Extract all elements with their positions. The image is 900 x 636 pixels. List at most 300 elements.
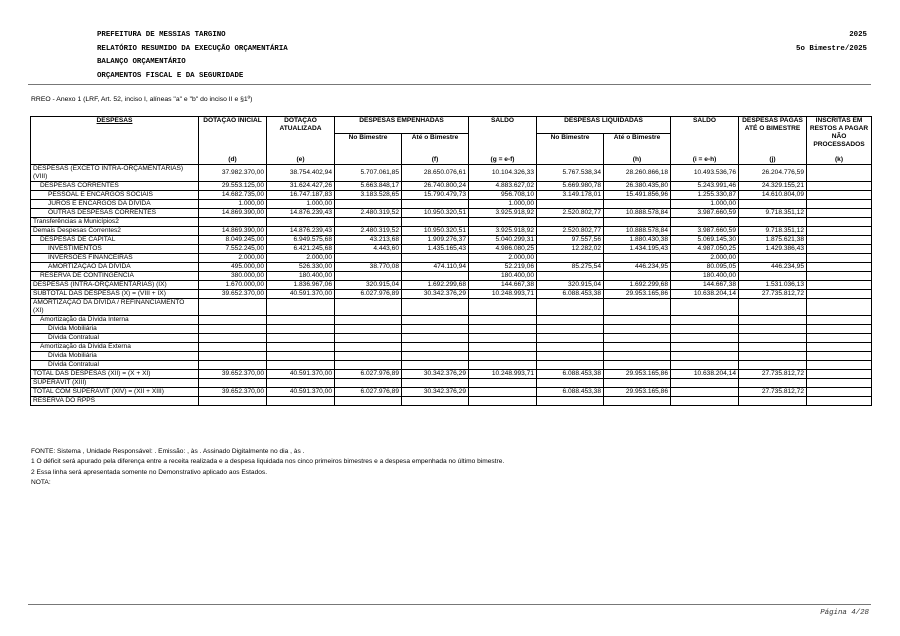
value-cell	[402, 253, 469, 262]
value-cell	[402, 396, 469, 405]
table-row	[31, 360, 872, 369]
value-cell	[199, 378, 267, 387]
value-cell	[807, 387, 872, 396]
value-cell: 28.260.866,18	[604, 164, 671, 181]
header-divider	[28, 84, 871, 85]
value-cell	[199, 298, 267, 315]
code-cell: (f)	[402, 149, 469, 164]
value-cell	[807, 360, 872, 369]
value-cell: 16.747.187,83	[267, 190, 335, 199]
table-row	[31, 289, 872, 298]
header-inscritas: INSCRITAS EM RESTOS A PAGAR NÃO PROCESSADOS	[807, 117, 872, 150]
value-cell	[604, 199, 671, 208]
value-cell: 3.987.660,59	[671, 208, 739, 217]
value-cell: 29.553.125,00	[199, 181, 267, 190]
value-cell: 9.718.351,12	[739, 208, 807, 217]
value-cell: 30.342.376,29	[402, 387, 469, 396]
value-cell: 31.624.427,26	[267, 181, 335, 190]
value-cell: 6.027.976,89	[335, 387, 402, 396]
value-cell: 40.591.370,00	[267, 387, 335, 396]
value-cell	[469, 396, 537, 405]
table-row	[31, 244, 872, 253]
value-cell	[402, 199, 469, 208]
value-cell	[604, 396, 671, 405]
value-cell	[267, 378, 335, 387]
row-label: Dívida Contratual	[31, 360, 199, 369]
row-label: Transferências a Municípios2	[31, 217, 199, 226]
value-cell	[807, 262, 872, 271]
municipality-name: PREFEITURA DE MESSIAS TARGINO	[97, 31, 226, 39]
value-cell	[807, 396, 872, 405]
value-cell	[671, 378, 739, 387]
value-cell: 2.480.319,52	[335, 208, 402, 217]
row-label: TOTAL DAS DESPESAS (XII) = (X + XI)	[31, 369, 199, 378]
value-cell: 3.925.918,92	[469, 226, 537, 235]
header-liquidadas: DESPESAS LIQUIDADAS	[537, 117, 671, 134]
row-label: DESPESAS (EXCETO INTRA-ORÇAMENTÁRIAS) (VIII)	[31, 164, 199, 181]
value-cell	[469, 387, 537, 396]
value-cell	[537, 324, 604, 333]
row-label: DESPESAS DE CAPITAL	[31, 235, 199, 244]
value-cell: 14.610.804,09	[739, 190, 807, 199]
value-cell: 10.248.993,71	[469, 369, 537, 378]
code-cell: (e)	[267, 149, 335, 164]
row-label: Dívida Mobiliária	[31, 324, 199, 333]
value-cell: 4.987.050,25	[671, 244, 739, 253]
value-cell: 5.767.538,34	[537, 164, 604, 181]
value-cell: 26.740.800,24	[402, 181, 469, 190]
value-cell	[807, 199, 872, 208]
value-cell	[807, 217, 872, 226]
value-cell	[335, 253, 402, 262]
value-cell	[807, 190, 872, 199]
value-cell: 1.880.430,38	[604, 235, 671, 244]
table-row	[31, 190, 872, 199]
code-cell: (d)	[199, 149, 267, 164]
value-cell	[199, 396, 267, 405]
row-label: INVERSÕES FINANCEIRAS	[31, 253, 199, 262]
table-row	[31, 396, 872, 405]
value-cell	[402, 378, 469, 387]
value-cell: 526.330,00	[267, 262, 335, 271]
value-cell: 8.049.245,00	[199, 235, 267, 244]
value-cell	[469, 315, 537, 324]
value-cell: 3.987.660,59	[671, 226, 739, 235]
value-cell: 27.735.812,72	[739, 387, 807, 396]
value-cell: 14.876.239,43	[267, 226, 335, 235]
value-cell	[604, 333, 671, 342]
value-cell: 14.682.735,00	[199, 190, 267, 199]
value-cell: 26.204.776,59	[739, 164, 807, 181]
value-cell	[267, 333, 335, 342]
row-label: JUROS E ENCARGOS DA DÍVIDA	[31, 199, 199, 208]
value-cell: 10.638.204,14	[671, 369, 739, 378]
table-row	[31, 324, 872, 333]
value-cell	[807, 342, 872, 351]
value-cell	[537, 217, 604, 226]
value-cell: 144.667,38	[469, 280, 537, 289]
value-cell: 180.400,00	[671, 271, 739, 280]
value-cell: 4.443,60	[335, 244, 402, 253]
value-cell	[335, 342, 402, 351]
value-cell	[199, 333, 267, 342]
row-label: INVESTIMENTOS	[31, 244, 199, 253]
value-cell	[807, 164, 872, 181]
value-cell	[402, 324, 469, 333]
row-label: PESSOAL E ENCARGOS SOCIAIS	[31, 190, 199, 199]
value-cell: 3.925.918,92	[469, 208, 537, 217]
row-label: Amortização da Dívida Interna	[31, 315, 199, 324]
value-cell: 2.000,00	[469, 253, 537, 262]
value-cell: 14.876.239,43	[267, 208, 335, 217]
value-cell	[335, 378, 402, 387]
value-cell	[739, 271, 807, 280]
value-cell: 1.000,00	[267, 199, 335, 208]
note-2: 2 Essa linha será apresentada somente no Demonstrativo aplicado aos Estados.	[31, 468, 268, 476]
value-cell	[469, 360, 537, 369]
value-cell	[469, 298, 537, 315]
expenses-table	[30, 116, 872, 406]
table-row	[31, 271, 872, 280]
value-cell	[671, 315, 739, 324]
table-row	[31, 342, 872, 351]
value-cell	[335, 324, 402, 333]
value-cell: 39.652.370,00	[199, 289, 267, 298]
value-cell: 15.790.479,73	[402, 190, 469, 199]
value-cell	[335, 271, 402, 280]
table-row	[31, 217, 872, 226]
value-cell	[671, 396, 739, 405]
value-cell	[469, 342, 537, 351]
value-cell	[807, 315, 872, 324]
value-cell: 39.652.370,00	[199, 369, 267, 378]
value-cell: 10.104.326,33	[469, 164, 537, 181]
value-cell	[199, 217, 267, 226]
value-cell	[739, 333, 807, 342]
value-cell: 85.275,54	[537, 262, 604, 271]
table-row	[31, 298, 872, 315]
row-label: Dívida Contratual	[31, 333, 199, 342]
report-title: RELATÓRIO RESUMIDO DA EXECUÇÃO ORÇAMENTÁRIA	[97, 44, 288, 53]
value-cell: 1.255.330,87	[671, 190, 739, 199]
value-cell	[335, 396, 402, 405]
row-label: DESPESAS CORRENTES	[31, 181, 199, 190]
value-cell	[739, 315, 807, 324]
value-cell: 1.875.621,38	[739, 235, 807, 244]
value-cell	[739, 360, 807, 369]
value-cell	[671, 342, 739, 351]
value-cell: 10.493.536,76	[671, 164, 739, 181]
value-cell: 320.915,04	[537, 280, 604, 289]
value-cell: 1.670.000,00	[199, 280, 267, 289]
budgets-title: ORÇAMENTOS FISCAL E DA SEGURIDADE	[97, 71, 244, 80]
value-cell: 2.000,00	[199, 253, 267, 262]
value-cell	[402, 342, 469, 351]
value-cell	[402, 315, 469, 324]
code-cell: (g = e-f)	[469, 149, 537, 164]
value-cell: 24.329.155,21	[739, 181, 807, 190]
value-cell	[199, 351, 267, 360]
value-cell	[469, 324, 537, 333]
value-cell	[537, 315, 604, 324]
statement-title: BALANÇO ORÇAMENTÁRIO	[97, 58, 186, 67]
value-cell: 1.000,00	[199, 199, 267, 208]
value-cell	[671, 360, 739, 369]
value-cell: 27.735.812,72	[739, 369, 807, 378]
page-number: Página 4/28	[820, 609, 869, 617]
table-row	[31, 181, 872, 190]
value-cell: 1.692.299,68	[604, 280, 671, 289]
table-row	[31, 199, 872, 208]
value-cell	[335, 315, 402, 324]
value-cell: 28.650.076,61	[402, 164, 469, 181]
value-cell	[739, 378, 807, 387]
value-cell: 10.248.993,71	[469, 289, 537, 298]
value-cell: 7.552.245,00	[199, 244, 267, 253]
value-cell	[807, 369, 872, 378]
value-cell	[807, 289, 872, 298]
row-label: RESERVA DE CONTINGÊNCIA	[31, 271, 199, 280]
report-header	[97, 29, 867, 83]
table-row	[31, 253, 872, 262]
value-cell: 144.667,38	[671, 280, 739, 289]
value-cell	[402, 333, 469, 342]
value-cell: 14.869.390,00	[199, 226, 267, 235]
value-cell	[199, 360, 267, 369]
table-row	[31, 369, 872, 378]
value-cell: 5.707.061,85	[335, 164, 402, 181]
value-cell: 6.027.976,89	[335, 289, 402, 298]
legal-reference: RREO - Anexo 1 (LRF, Art. 52, inciso I, alíneas "a" e "b" do inciso II e §1º)	[31, 96, 253, 103]
value-cell	[335, 199, 402, 208]
value-cell: 39.652.370,00	[199, 387, 267, 396]
row-label: SUPERÁVIT (XIII)	[31, 378, 199, 387]
value-cell: 495.000,00	[199, 262, 267, 271]
value-cell: 15.491.856,96	[604, 190, 671, 199]
value-cell: 40.591.370,00	[267, 289, 335, 298]
value-cell: 52.219,06	[469, 262, 537, 271]
value-cell: 5.040.299,31	[469, 235, 537, 244]
value-cell: 320.915,04	[335, 280, 402, 289]
value-cell	[469, 351, 537, 360]
value-cell	[604, 298, 671, 315]
value-cell: 5.669.980,78	[537, 181, 604, 190]
value-cell: 1.692.299,68	[402, 280, 469, 289]
value-cell	[199, 342, 267, 351]
value-cell: 43.213,68	[335, 235, 402, 244]
value-cell: 2.000,00	[267, 253, 335, 262]
value-cell	[807, 378, 872, 387]
table-row	[31, 164, 872, 181]
row-label: Amortização da Dívida Externa	[31, 342, 199, 351]
value-cell	[671, 333, 739, 342]
value-cell: 3.183.528,65	[335, 190, 402, 199]
value-cell: 5.069.145,30	[671, 235, 739, 244]
value-cell	[335, 217, 402, 226]
expenses-table-body	[31, 164, 872, 405]
value-cell: 9.718.351,12	[739, 226, 807, 235]
table-row	[31, 235, 872, 244]
header-saldo-1: SALDO	[469, 117, 537, 150]
value-cell: 14.869.390,00	[199, 208, 267, 217]
value-cell	[604, 378, 671, 387]
note-nota: NOTA:	[31, 478, 51, 486]
value-cell: 4.883.627,02	[469, 181, 537, 190]
value-cell	[267, 324, 335, 333]
table-row	[31, 315, 872, 324]
code-cell	[537, 149, 604, 164]
note-source: FONTE: Sistema , Unidade Responsável: . Emissão: , às . Assinado Digitalmente no dia , às .	[31, 448, 305, 455]
value-cell	[671, 324, 739, 333]
value-cell: 10.888.578,84	[604, 226, 671, 235]
value-cell	[537, 396, 604, 405]
value-cell: 1.909.276,37	[402, 235, 469, 244]
value-cell	[739, 396, 807, 405]
row-label: OUTRAS DESPESAS CORRENTES	[31, 208, 199, 217]
header-saldo-2: SALDO	[671, 117, 739, 150]
value-cell	[267, 396, 335, 405]
code-cell: (i = e-h)	[671, 149, 739, 164]
table-row	[31, 333, 872, 342]
row-label: RESERVA DO RPPS	[31, 396, 199, 405]
value-cell	[537, 360, 604, 369]
value-cell	[537, 271, 604, 280]
value-cell: 2.520.802,77	[537, 226, 604, 235]
value-cell	[807, 208, 872, 217]
value-cell	[604, 271, 671, 280]
value-cell	[604, 253, 671, 262]
value-cell: 3.149.178,01	[537, 190, 604, 199]
value-cell: 2.000,00	[671, 253, 739, 262]
value-cell	[807, 298, 872, 315]
row-label: AMORTIZAÇÃO DA DÍVIDA / REFINANCIAMENTO (XI)	[31, 298, 199, 315]
table-row	[31, 351, 872, 360]
value-cell: 80.095,05	[671, 262, 739, 271]
value-cell: 30.342.376,29	[402, 289, 469, 298]
value-cell: 97.557,56	[537, 235, 604, 244]
value-cell	[807, 226, 872, 235]
value-cell: 1.429.386,43	[739, 244, 807, 253]
value-cell	[807, 235, 872, 244]
value-cell	[537, 298, 604, 315]
value-cell	[739, 351, 807, 360]
header-dotacao-atualizada: DOTAÇÃO ATUALIZADA	[267, 117, 335, 150]
value-cell	[402, 351, 469, 360]
value-cell	[469, 378, 537, 387]
row-label: Dívida Mobiliária	[31, 351, 199, 360]
value-cell	[267, 315, 335, 324]
header-empenhadas: DESPESAS EMPENHADAS	[335, 117, 469, 134]
value-cell	[402, 360, 469, 369]
value-cell	[807, 351, 872, 360]
value-cell: 474.110,94	[402, 262, 469, 271]
table-row	[31, 226, 872, 235]
value-cell: 1.836.967,06	[267, 280, 335, 289]
value-cell	[469, 333, 537, 342]
value-cell: 10.888.578,84	[604, 208, 671, 217]
notes	[31, 447, 504, 488]
header-liq-bimestre: No Bimestre	[537, 133, 604, 149]
value-cell	[267, 217, 335, 226]
value-cell	[739, 199, 807, 208]
value-cell: 6.949.575,68	[267, 235, 335, 244]
value-cell: 6.088.453,38	[537, 289, 604, 298]
value-cell	[604, 217, 671, 226]
value-cell	[604, 342, 671, 351]
value-cell: 30.342.376,29	[402, 369, 469, 378]
row-label: AMORTIZAÇÃO DA DÍVIDA	[31, 262, 199, 271]
value-cell	[199, 315, 267, 324]
value-cell	[537, 199, 604, 208]
value-cell	[604, 351, 671, 360]
code-cell: (h)	[604, 149, 671, 164]
value-cell	[537, 342, 604, 351]
value-cell: 10.638.204,14	[671, 289, 739, 298]
header-despesas: DESPESAS	[31, 117, 199, 150]
row-label: Demais Despesas Correntes2	[31, 226, 199, 235]
value-cell: 2.480.319,52	[335, 226, 402, 235]
value-cell	[807, 244, 872, 253]
value-cell	[739, 324, 807, 333]
value-cell	[402, 271, 469, 280]
value-cell: 40.591.370,00	[267, 369, 335, 378]
code-cell: (k)	[807, 149, 872, 164]
value-cell	[807, 324, 872, 333]
code-cell	[31, 149, 199, 164]
value-cell	[739, 253, 807, 262]
value-cell: 180.400,00	[469, 271, 537, 280]
value-cell: 10.950.320,51	[402, 208, 469, 217]
value-cell	[335, 333, 402, 342]
table-row	[31, 262, 872, 271]
value-cell	[604, 315, 671, 324]
value-cell: 1.000,00	[671, 199, 739, 208]
code-cell: (j)	[739, 149, 807, 164]
value-cell	[807, 333, 872, 342]
value-cell	[402, 217, 469, 226]
value-cell: 10.950.320,51	[402, 226, 469, 235]
value-cell	[469, 217, 537, 226]
value-cell: 29.953.165,86	[604, 387, 671, 396]
value-cell: 38.770,08	[335, 262, 402, 271]
value-cell	[604, 360, 671, 369]
header-emp-ate: Até o Bimestre	[402, 133, 469, 149]
value-cell	[739, 217, 807, 226]
value-cell	[335, 298, 402, 315]
value-cell	[402, 298, 469, 315]
value-cell: 2.520.802,77	[537, 208, 604, 217]
value-cell	[335, 351, 402, 360]
header-pagas: DESPESAS PAGAS ATÉ O BIMESTRE	[739, 117, 807, 150]
value-cell	[671, 298, 739, 315]
table-row	[31, 378, 872, 387]
value-cell	[807, 181, 872, 190]
fiscal-year: 2025	[849, 31, 867, 39]
value-cell	[267, 360, 335, 369]
value-cell: 4.986.080,25	[469, 244, 537, 253]
reporting-period: 5o Bimestre/2025	[796, 44, 867, 53]
value-cell	[267, 298, 335, 315]
table-row	[31, 387, 872, 396]
value-cell: 5.663.848,17	[335, 181, 402, 190]
value-cell	[537, 351, 604, 360]
value-cell: 446.234,95	[604, 262, 671, 271]
value-cell: 5.243.991,46	[671, 181, 739, 190]
header-emp-bimestre: No Bimestre	[335, 133, 402, 149]
value-cell: 6.421.245,68	[267, 244, 335, 253]
value-cell	[671, 387, 739, 396]
value-cell: 37.982.370,00	[199, 164, 267, 181]
